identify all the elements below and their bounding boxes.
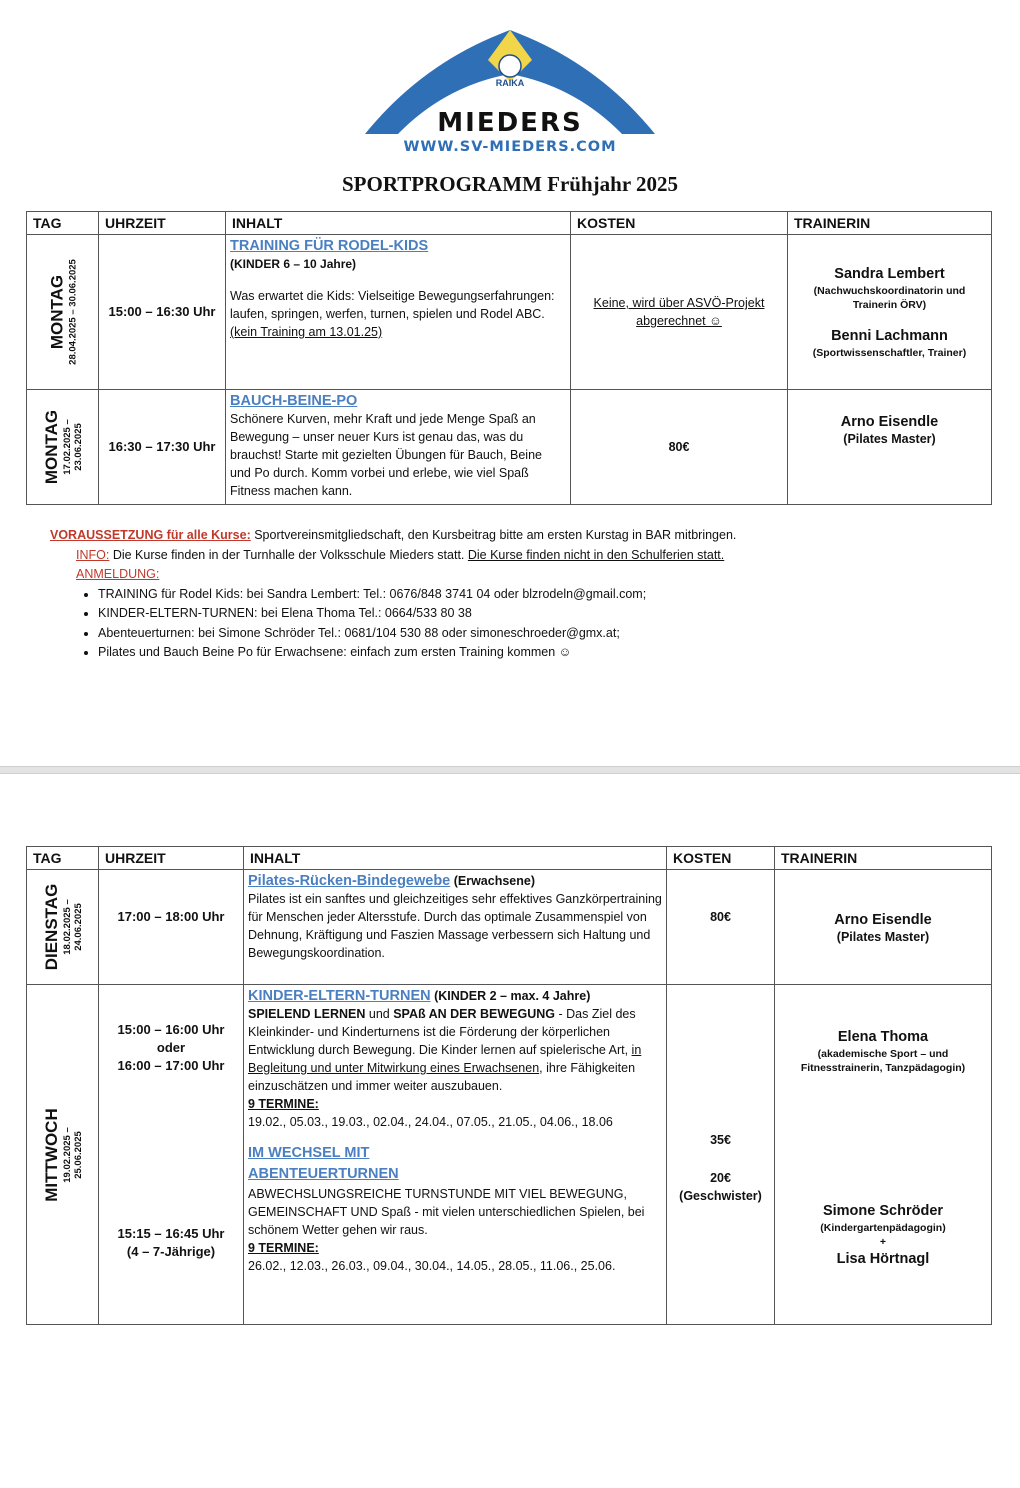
content-cell	[226, 390, 571, 505]
day-cell	[27, 235, 99, 390]
header-uhrzeit: UHRZEIT	[99, 847, 244, 870]
day-name: MONTAG	[47, 274, 66, 350]
course-age: (KINDER 2 – max. 4 Jahre)	[430, 989, 591, 1003]
time-or: oder	[156, 1040, 186, 1055]
time-cell	[99, 985, 244, 1325]
course-title: TRAINING FÜR RODEL-KIDS	[230, 238, 429, 254]
club-logo	[360, 26, 660, 156]
header-trainerin: TRAINERIN	[775, 847, 992, 870]
termine-label: 9 TERMINE:	[248, 1241, 319, 1255]
time-option: 16:00 – 17:00 Uhr	[117, 1058, 225, 1073]
course-audience: (Erwachsene)	[450, 874, 536, 888]
time-cell: 17:00 – 18:00 Uhr	[99, 870, 244, 985]
course-description: Pilates ist ein sanftes und gleichzeitiges sehr effektives Ganzkörpertraining für Menschen jeder Altersstufe. Durch das optimale Zusammenspiel von Dehnung, Kräftigung und Faszien Massage verbessern sich Haltung und Bewegungskoordination.	[248, 892, 662, 960]
time-option: 15:00 – 16:00 Uhr	[117, 1022, 225, 1037]
time-option: 15:15 – 16:45 Uhr	[117, 1226, 225, 1241]
day-name: MITTWOCH	[41, 1107, 61, 1202]
trainer-name: Arno Eisendle	[840, 414, 939, 430]
table-row	[27, 235, 992, 390]
header-tag: TAG	[27, 847, 99, 870]
cost-cell	[667, 985, 775, 1325]
termine-label: 9 TERMINE:	[248, 1097, 319, 1111]
day-dates: 28.04.2025 – 30.06.2025	[67, 259, 78, 365]
list-item: • Abenteuerturnen: bei Simone Schröder Tel.: 0681/104 530 88 oder simoneschroeder@gmx.at;	[98, 624, 990, 644]
trainer-role: (Nachwuchskoordinatorin und Trainerin ÖRV)	[813, 285, 966, 311]
trainer-name: Sandra Lembert	[834, 266, 945, 282]
course-title: IM WECHSEL MIT ABENTEUERTURNEN	[248, 1145, 399, 1182]
content-cell	[244, 985, 667, 1325]
termine-dates: 19.02., 05.03., 19.03., 02.04., 24.04., 07.05., 21.05., 04.06., 18.06	[248, 1115, 613, 1129]
table-row	[27, 985, 992, 1325]
header-kosten: KOSTEN	[571, 212, 788, 235]
schedule-table-1	[26, 211, 992, 505]
trainer-role: (Pilates Master)	[836, 930, 930, 944]
course-title: Pilates-Rücken-Bindegewebe	[248, 873, 451, 889]
info-text: Die Kurse finden in der Turnhalle der Volksschule Mieders statt.	[109, 547, 468, 562]
registration-list	[50, 585, 990, 663]
cost-cell: 80€	[667, 870, 775, 985]
trainer-role: (akademische Sport – und Fitnesstrainerin, Tanzpädagogin)	[800, 1048, 966, 1074]
day-name: DIENSTAG	[41, 883, 61, 971]
day-dates: 23.06.2025	[72, 423, 84, 471]
cost-note: (Geschwister)	[679, 1189, 762, 1203]
logo-club-name: MIEDERS	[437, 108, 583, 138]
cost-cell: Keine, wird über ASVÖ-Projekt abgerechnet ☺	[571, 235, 788, 390]
trainer-name: Benni Lachmann	[831, 328, 948, 344]
logo-url[interactable]: WWW.SV-MIEDERS.COM	[403, 139, 617, 155]
cost-cell: 80€	[571, 390, 788, 505]
trainer-cell	[775, 985, 992, 1325]
trainer-cell	[775, 870, 992, 985]
header-kosten: KOSTEN	[667, 847, 775, 870]
page-divider	[0, 766, 1020, 774]
time-age: (4 – 7-Jährige)	[126, 1244, 216, 1259]
trainer-cell	[788, 235, 992, 390]
trainer-name: Arno Eisendle	[834, 912, 932, 928]
schedule-table-2	[26, 846, 992, 1325]
course-age: (KINDER 6 – 10 Jahre)	[230, 257, 357, 271]
table-header-row	[27, 212, 992, 235]
requirement-line	[50, 526, 990, 546]
cost-value: 20€	[710, 1171, 731, 1185]
trainer-name: Lisa Hörtnagl	[836, 1251, 930, 1267]
info-line	[50, 546, 990, 566]
requirement-text: Sportvereinsmitgliedschaft, den Kursbeitrag bitte am ersten Kurstag in BAR mitbringen.	[250, 528, 737, 542]
course-description: ABWECHSLUNGSREICHE TURNSTUNDE MIT VIEL BEWEGUNG, GEMEINSCHAFT UND Spaß - mit vielen unterschiedlichen Spielen, bei schönem Wetter gehen wir raus.	[248, 1187, 645, 1237]
day-cell	[27, 985, 99, 1325]
course-description: SPIELEND LERNEN und SPAß AN DER BEWEGUNG - Das Ziel des Kleinkinder- und Kinderturnens ist die Förderung der körperlichen Entwicklung durch Bewegung. Die Kinder lernen auf spielerische Art, in Begleitung und unter Mitwirkung eines Erwachsenen, ihre Fähigkeiten einzuschätzen und immer weiter auszubauen.	[248, 1007, 642, 1093]
day-dates: 25.06.2025	[72, 1130, 84, 1179]
day-cell	[27, 870, 99, 985]
course-title: KINDER-ELTERN-TURNEN	[248, 988, 431, 1004]
trainer-name: Elena Thoma	[837, 1029, 929, 1045]
requirement-label: VORAUSSETZUNG für alle Kurse:	[50, 528, 251, 542]
trainer-role: (Sportwissenschaftler, Trainer)	[812, 347, 967, 359]
time-cell: 16:30 – 17:30 Uhr	[99, 390, 226, 505]
plus-sign: +	[879, 1236, 887, 1248]
info-underlined: Die Kurse finden nicht in den Schulferien statt.	[467, 547, 725, 562]
day-dates: 24.06.2025	[72, 903, 84, 951]
table-header-row	[27, 847, 992, 870]
termine-dates: 26.02., 12.03., 26.03., 09.04., 30.04., 14.05., 28.05., 11.06., 25.06.	[248, 1259, 616, 1273]
day-dates: 17.02.2025 –	[61, 419, 73, 475]
table-row	[27, 390, 992, 505]
list-item: • KINDER-ELTERN-TURNEN: bei Elena Thoma Tel.: 0664/533 80 38	[98, 604, 990, 624]
content-cell	[244, 870, 667, 985]
table-row	[27, 870, 992, 985]
time-cell: 15:00 – 16:30 Uhr	[99, 235, 226, 390]
course-description: Was erwartet die Kids: Vielseitige Bewegungserfahrungen: laufen, springen, werfen, turnen, spielen und Rodel ABC.	[230, 289, 555, 321]
header-tag: TAG	[27, 212, 99, 235]
anmeldung-label: ANMELDUNG:	[76, 567, 160, 581]
anmeldung-line	[50, 565, 990, 585]
trainer-role: (Kindergartenpädagogin)	[820, 1222, 946, 1234]
course-description: Schönere Kurven, mehr Kraft und jede Menge Spaß an Bewegung – unser neuer Kurs ist genau das, was du brauchst! Starte mit gezielten Übungen für Bauch, Beine und Po durch. Komm vorbei und erlebe, wie viel Spaß Fitness machen kann.	[230, 412, 542, 498]
day-name: MONTAG	[41, 409, 61, 485]
page-title: SPORTPROGRAMM Frühjahr 2025	[341, 172, 679, 196]
info-label: INFO:	[76, 547, 110, 562]
content-cell	[226, 235, 571, 390]
trainer-cell	[788, 390, 992, 505]
header-uhrzeit: UHRZEIT	[99, 212, 226, 235]
trainer-role: (Pilates Master)	[843, 432, 936, 446]
notes-section	[50, 526, 990, 663]
list-item: • TRAINING für Rodel Kids: bei Sandra Lembert: Tel.: 0676/848 3741 04 oder blzrodeln@gmail.com;	[98, 585, 990, 605]
course-title: BAUCH-BEINE-PO	[230, 393, 358, 409]
header-inhalt: INHALT	[226, 212, 571, 235]
logo-raika: RAIKA	[495, 78, 525, 88]
day-dates: 19.02.2025 –	[61, 1126, 73, 1183]
day-dates: 18.02.2025 –	[61, 899, 73, 955]
header-inhalt: INHALT	[244, 847, 667, 870]
list-item: • Pilates und Bauch Beine Po für Erwachsene: einfach zum ersten Training kommen ☺	[98, 643, 990, 663]
day-cell	[27, 390, 99, 505]
header-trainerin: TRAINERIN	[788, 212, 992, 235]
trainer-name: Simone Schröder	[822, 1203, 944, 1219]
cost-value: 35€	[710, 1133, 731, 1147]
course-note: (kein Training am 13.01.25)	[230, 325, 383, 339]
